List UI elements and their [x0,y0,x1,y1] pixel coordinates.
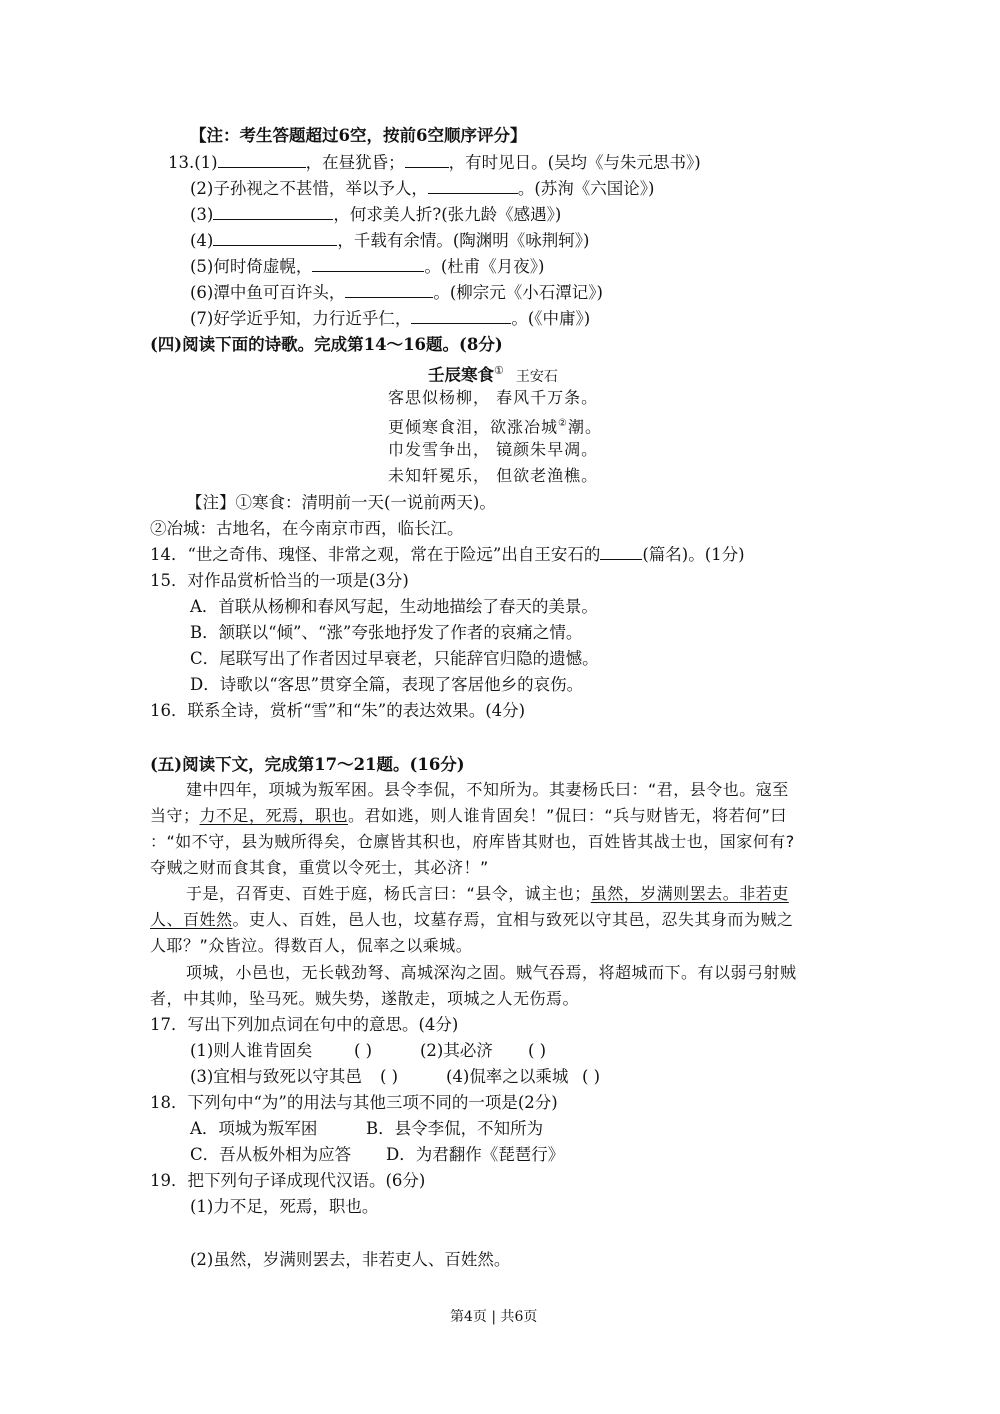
passage-p1-line-1: 建中四年，项城为叛军困。县令李侃，不知所为。其妻杨氏曰：“君，县令也。寇至 [186,780,789,799]
underlined-sentence: 虽然，岁满则罢去。非若吏 [590,884,789,903]
poem-note-2: ②冶城：古地名，在今南京市西，临长江。 [150,519,464,538]
q13-line-4: (4) ，千载有余情。(陶渊明《咏荆轲》) [190,231,590,250]
answer-blank[interactable] [345,283,433,298]
q15: 15．对作品赏析恰当的一项是(3分) [150,571,409,590]
answer-blank[interactable] [312,257,424,272]
q17-answer-4[interactable]: ( ) [582,1067,601,1086]
q18-option-a[interactable]: A．项城为叛军困 [190,1119,318,1138]
section-4-heading: (四)阅读下面的诗歌。完成第14～16题。(8分) [150,335,503,354]
q16: 16．联系全诗，赏析“雪”和“朱”的表达效果。(4分) [150,701,526,720]
q18-option-d[interactable]: D．为君翻作《琵琶行》 [386,1145,565,1164]
passage-p3-line-2: 者，中其帅，坠马死。贼失势，遂散走，项城之人无伤焉。 [150,989,580,1008]
poem-line-4: 未知轩冕乐， 但欲老渔樵。 [388,466,599,485]
q13-line-7: (7)好学近乎知，力行近乎仁， 。(《中庸》) [190,309,591,328]
underlined-sentence: 人、百姓然 [150,910,233,929]
passage-p2-line-3: 人耶？”众皆泣。得数百人，侃率之以乘城。 [150,936,473,955]
q17-item-1: (1)则人谁肯固矣 [190,1041,313,1060]
q15-option-b[interactable]: B．颔联以“倾”、“涨”夸张地抒发了作者的哀痛之情。 [190,623,583,642]
q13-line-1: 13.(1) ，在昼犹昏； ，有时见日。(吴均《与朱元思书》) [168,153,701,172]
poem-line-3: 巾发雪争出， 镜颜朱早凋。 [388,440,599,459]
q13-line-3: (3) ，何求美人折?(张九龄《感遇》) [190,205,562,224]
answer-blank[interactable] [218,153,306,168]
passage-p3-line-1: 项城，小邑也，无长戟劲弩、高城深沟之固。贼气吞焉，将超城而下。有以弱弓射贼 [186,963,797,982]
q18: 18．下列句中“为”的用法与其他三项不同的一项是(2分) [150,1093,558,1112]
q17-answer-1[interactable]: ( ) [354,1041,373,1060]
q17-answer-3[interactable]: ( ) [380,1067,399,1086]
q17: 17．写出下列加点词在句中的意思。(4分) [150,1015,459,1034]
poem-note-1: 【注】①寒食：清明前一天(一说前两天)。 [186,493,496,512]
q13-line-6: (6)潭中鱼可百许头， 。(柳宗元《小石潭记》) [190,283,603,302]
poem-line-1: 客思似杨柳， 春风千万条。 [388,388,599,407]
answer-blank[interactable] [213,205,333,220]
q18-option-b[interactable]: B．县令李侃，不知所为 [366,1119,544,1138]
passage-p2-line-1: 于是，召胥吏、百姓于庭，杨氏言曰：“县令，诚主也；虽然，岁满则罢去。非若吏 [186,884,789,903]
page-footer: 第4页 | 共6页 [450,1309,538,1325]
q17-item-3: (3)宜相与致死以守其邑 [190,1067,362,1086]
q13-line-2: (2)子孙视之不甚惜，举以予人， 。(苏洵《六国论》) [190,179,655,198]
q17-item-4: (4)侃率之以乘城 [446,1067,569,1086]
section-5-heading: (五)阅读下文，完成第17～21题。(16分) [150,755,465,774]
q15-option-a[interactable]: A．首联从杨柳和春风写起，生动地描绘了春天的美景。 [190,597,598,616]
answer-blank[interactable] [411,309,511,324]
q18-option-c[interactable]: C．吾从板外相为应答 [190,1145,352,1164]
q15-option-d[interactable]: D．诗歌以“客思”贯穿全篇，表现了客居他乡的哀伤。 [190,675,584,694]
q19-sentence-2: (2)虽然，岁满则罢去，非若吏人、百姓然。 [190,1250,511,1269]
poem-title: 壬辰寒食① 王安石 [428,364,558,385]
passage-p1-line-4: 夺贼之财而食其食，重赏以令死士，其必济！” [150,858,489,877]
q17-answer-2[interactable]: ( ) [528,1041,547,1060]
poem-line-2: 更倾寒食泪，欲涨冶城②潮。 [388,417,602,437]
answer-blank[interactable] [600,545,642,560]
q19-sentence-1: (1)力不足，死焉，职也。 [190,1197,379,1216]
answer-blank[interactable] [213,231,337,246]
passage-p1-line-3: ：“如不守，县为贼所得矣，仓廪皆其积也，府库皆其财也，百姓皆其战士也，国家何有? [150,832,795,851]
passage-p1-line-2: 当守；力不足，死焉，职也。君如逃，则人谁肯固矣！”侃曰：“兵与财皆无，将若何”曰 [150,806,787,825]
q14: 14．“世之奇伟、瑰怪、非常之观，常在于险远”出自王安石的 (篇名)。(1分) [150,545,745,564]
q15-option-c[interactable]: C．尾联写出了作者因过早衰老，只能辞官归隐的遗憾。 [190,649,599,668]
q13-line-5: (5)何时倚虚幌， 。(杜甫《月夜》) [190,257,545,276]
underlined-sentence: 力不足，死焉，职也 [199,806,349,825]
passage-p2-line-2: 人、百姓然。吏人、百姓，邑人也，坟墓存焉，宜相与致死以守其邑，忍失其身而为贼之 [150,910,794,929]
q19: 19．把下列句子译成现代汉语。(6分) [150,1171,426,1190]
poem-author: 王安石 [515,368,558,385]
q17-item-2: (2)其必济 [420,1041,493,1060]
answer-blank[interactable] [405,153,449,168]
answer-note: 【注：考生答题超过6空，按前6空顺序评分】 [190,126,527,145]
answer-blank[interactable] [428,179,518,194]
